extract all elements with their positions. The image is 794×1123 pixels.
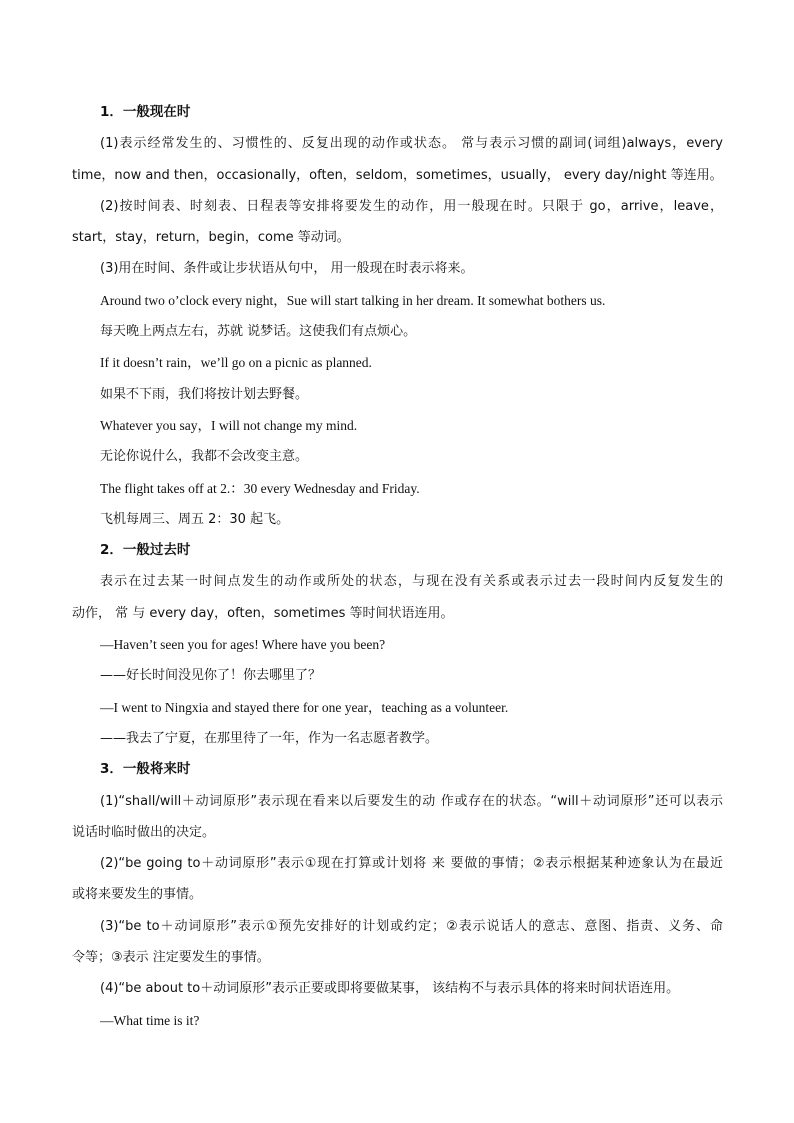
- text-line: —Haven’t seen you for ages! Where have you been?: [100, 637, 386, 653]
- text-line: The flight takes off at 2.：30 every Wednesday and Friday.: [100, 480, 420, 496]
- document-body: [72, 97, 723, 1036]
- text-line: (1)表示经常发生的、习惯性的、反复出现的动作或状态。 常与表示习惯的副词(词组)always，every: [100, 136, 723, 152]
- text-line: —I went to Ningxia and stayed there for one year，teaching as a volunteer.: [100, 699, 509, 715]
- text-line: 无论你说什么，我都不会改变主意。: [100, 449, 309, 465]
- text-line: (3)“be to＋动词原形”表示①预先安排好的计划或约定；②表示说话人的意志、意图、指责、义务、命: [100, 918, 723, 934]
- text-line: 或将来要发生的事情。: [72, 887, 203, 903]
- text-line: (3)用在时间、条件或让步状语从句中， 用一般现在时表示将来。: [100, 261, 474, 277]
- text-line: time，now and then，occasionally，often，seldom，sometimes，usually， every day/night 等连用。: [72, 167, 723, 183]
- text-line: (2)按时间表、时刻表、日程表等安排将要发生的动作，用一般现在时。只限于 go，arrive，leave，: [100, 198, 723, 214]
- text-line: 表示在过去某一时间点发生的动作或所处的状态，与现在没有关系或表示过去一段时间内反复发生的: [100, 574, 723, 590]
- text-line: —What time is it?: [100, 1012, 200, 1028]
- text-line: 每天晚上两点左右，苏就 说梦话。这使我们有点烦心。: [100, 324, 417, 340]
- text-line: 如果不下雨，我们将按计划去野餐。: [100, 386, 309, 402]
- text-line: If it doesn’t rain，we’ll go on a picnic as planned.: [100, 355, 372, 371]
- text-line: 动作， 常 与 every day，often，sometimes 等时间状语连用。: [72, 605, 454, 621]
- text-line: (2)“be going to＋动词原形”表示①现在打算或计划将 来 要做的事情；②表示根据某种迹象认为在最近: [100, 856, 723, 872]
- text-line: 飞机每周三、周五 2：30 起飞。: [100, 511, 290, 527]
- text-line: ——好长时间没见你了！你去哪里了？: [100, 668, 322, 684]
- text-line: start，stay，return，begin，come 等动词。: [72, 230, 350, 246]
- text-line: Around two o’clock every night，Sue will start talking in her dream. It somewhat bothers us.: [100, 292, 606, 308]
- section-heading: 2．一般过去时: [100, 542, 191, 559]
- text-line: 令等；③表示 注定要发生的事情。: [72, 950, 270, 966]
- section-heading: 3．一般将来时: [100, 761, 191, 778]
- text-line: 说话时临时做出的决定。: [72, 824, 216, 840]
- text-line: (1)“shall/will＋动词原形”表示现在看来以后要发生的动 作或存在的状态。“will＋动词原形”还可以表示: [100, 793, 723, 809]
- text-line: ——我去了宁夏，在那里待了一年，作为一名志愿者教学。: [100, 730, 439, 746]
- text-line: (4)“be about to＋动词原形”表示正要或即将要做某事， 该结构不与表示具体的将来时间状语连用。: [100, 981, 680, 997]
- text-line: Whatever you say，I will not change my mind.: [100, 417, 358, 433]
- section-heading: 1．一般现在时: [100, 104, 191, 120]
